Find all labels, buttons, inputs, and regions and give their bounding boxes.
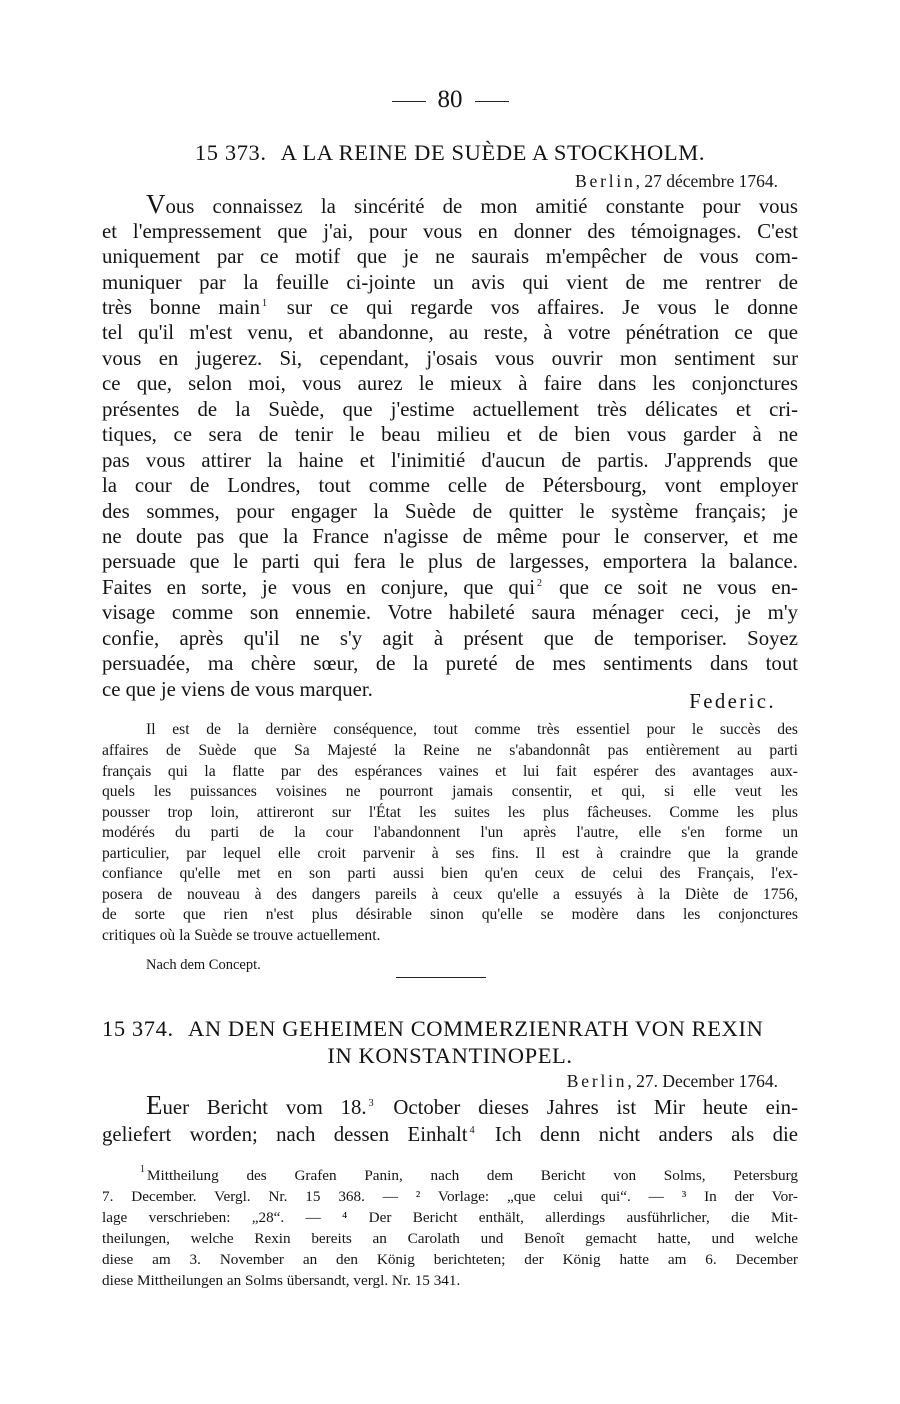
- footnote-line: diese Mittheilungen an Solms übersandt, vergl. Nr. 15 341.: [102, 1272, 461, 1289]
- letter-2-title-line-1: AN DEN GEHEIMEN COMMERZIENRATH VON REXIN: [188, 1016, 764, 1041]
- page-number-dash-right: [475, 101, 509, 102]
- body-line: confie, après qu'il ne s'y agit à présent que de temporiser. Soyez: [102, 627, 798, 650]
- footnote-line: diese am 3. November an den König berichteten; der König hatte am 6. December: [102, 1251, 798, 1268]
- initial-letter: E: [146, 1090, 163, 1120]
- body-line: persuadée, ma chère sœur, de la pureté de mes sentiments dans tout: [102, 652, 798, 675]
- body-line: Faites en sorte, je vous en conjure, que qui $^2$ que ce soit ne vous en-: [102, 576, 798, 599]
- postscript-line: Il est de la dernière conséquence, tout comme très essentiel pour le succès des: [146, 721, 798, 738]
- letter-1-date: , 27 décembre 1764.: [635, 171, 778, 191]
- body-line: tel qu'il m'est venu, et abandonne, au reste, à votre pénétration ce que: [102, 321, 798, 344]
- signature: Federic.: [689, 690, 776, 713]
- body-line: vous en jugerez. Si, cependant, j'osais vous ouvrir mon sentiment sur: [102, 347, 798, 370]
- postscript-line: pousser trop loin, attireront sur l'État les suites les plus fâcheuses. Comme les plus: [102, 804, 798, 821]
- body-line: et l'empressement que j'ai, pour vous en donner des témoignages. C'est: [102, 220, 798, 243]
- letter-2-date: , 27. December 1764.: [627, 1071, 778, 1091]
- body-line: visage comme son ennemie. Votre habileté saura ménager ceci, je m'y: [102, 601, 798, 624]
- body-line: la cour de Londres, tout comme celle de Pétersbourg, vont employer: [102, 474, 798, 497]
- body-line: ce que, selon moi, vous aurez le mieux à faire dans les conjonctures: [102, 372, 798, 395]
- body-line: Euer Bericht vom 18. $^3$ October dieses Jahres ist Mir heute ein-: [146, 1090, 798, 1120]
- postscript-line: quels les puissances voisines ne pourront jamais consentir, et qui, si elle veut les: [102, 783, 798, 800]
- postscript-line: critiques où la Suède se trouve actuellement.: [102, 927, 381, 944]
- body-line: très bonne main $^1$ sur ce qui regarde vos affaires. Je vous le donne: [102, 296, 798, 319]
- postscript-line: modérés du parti de la cour l'abandonnent l'un après l'autre, elle s'en forme un: [102, 824, 798, 841]
- letter-1-place: Berlin: [575, 171, 636, 191]
- body-line: persuade que le parti qui fera le plus de largesses, emportera la balance.: [102, 550, 798, 573]
- body-line: ne doute pas que la France n'agisse de même pour le conserver, et me: [102, 525, 798, 548]
- body-line: uniquement par ce motif que je ne saurais m'empêcher de vous com-: [102, 245, 798, 268]
- body-line: des sommes, pour engager la Suède de quitter le système français; je: [102, 500, 798, 523]
- section-divider: [396, 977, 486, 978]
- body-line: présentes de la Suède, que j'estime actuellement très délicates et cri-: [102, 398, 798, 421]
- page-number-text: 80: [437, 86, 463, 113]
- letter-1-dateline: [575, 171, 778, 192]
- footnote-ref-3: 3: [368, 1098, 374, 1109]
- letter-1-heading: [102, 140, 798, 166]
- body-line: geliefert worden; nach dessen Einhalt $^4$ Ich denn nicht anders als die: [102, 1123, 798, 1146]
- footnote-line: $^1$ Mittheilung des Grafen Panin, nach dem Bericht von Solms, Petersburg: [140, 1164, 798, 1184]
- letter-2-number: 15 374.: [102, 1016, 174, 1041]
- letter-2-place: Berlin: [566, 1071, 628, 1091]
- footnote-ref-1: 1: [261, 298, 267, 309]
- source-note: Nach dem Concept.: [146, 957, 261, 973]
- footnote-line: lage verschrieben: „28“. — ⁴ Der Bericht enthält, allerdings ausführlicher, die Mit-: [102, 1209, 798, 1226]
- body-line: ce que je viens de vous marquer.: [102, 678, 373, 701]
- letter-1-title: A LA REINE DE SUÈDE A STOCKHOLM.: [280, 140, 706, 165]
- letter-2-dateline: [567, 1071, 778, 1092]
- footnote-ref-4: 4: [469, 1125, 475, 1136]
- body-line: Vous connaissez la sincérité de mon amitié constante pour vous: [146, 189, 798, 219]
- letter-1-number: 15 373.: [194, 140, 267, 165]
- body-line: muniquer par la feuille ci-jointe un avis qui vient de me rentrer de: [102, 271, 798, 294]
- postscript-line: posera de nouveau à des dangers pareils à ceux qu'elle a essuyés à la Diète de 1756,: [102, 886, 798, 903]
- postscript-line: affaires de Suède que Sa Majesté la Reine ne s'abandonnât pas entièrement au parti: [102, 742, 798, 759]
- page-number: [0, 86, 900, 114]
- postscript-line: confiance qu'elle met en son parti aussi bien qu'en ceux de celui des Français, l'ex-: [102, 865, 798, 882]
- footnote-line: theilungen, welche Rexin bereits an Carolath und Benoît gemacht hatte, und welche: [102, 1230, 798, 1247]
- initial-letter: V: [146, 189, 166, 219]
- body-line: tiques, ce sera de tenir le beau milieu et de bien vous garder à ne: [102, 423, 798, 446]
- postscript-line: de sorte que rien n'est plus désirable sinon qu'elle se modère dans les conjonctures: [102, 906, 798, 923]
- postscript-line: particulier, par lequel elle croit parvenir à ses fins. Il est à craindre que la grande: [102, 845, 798, 862]
- footnote-line: 7. December. Vergl. Nr. 15 368. — ² Vorlage: „que celui qui“. — ³ In der Vor-: [102, 1188, 798, 1205]
- postscript-line: français qui la flatte par des espérances vaines et lui fait espérer des avantages aux-: [102, 763, 798, 780]
- body-line: pas vous attirer la haine et l'inimitié d'aucun de partis. J'apprends que: [102, 449, 798, 472]
- footnote-marker: 1: [140, 1164, 145, 1175]
- letter-2-title-line-2: IN KONSTANTINOPEL.: [327, 1043, 573, 1068]
- footnote-ref-2: 2: [537, 578, 542, 589]
- page-number-dash-left: [392, 101, 426, 102]
